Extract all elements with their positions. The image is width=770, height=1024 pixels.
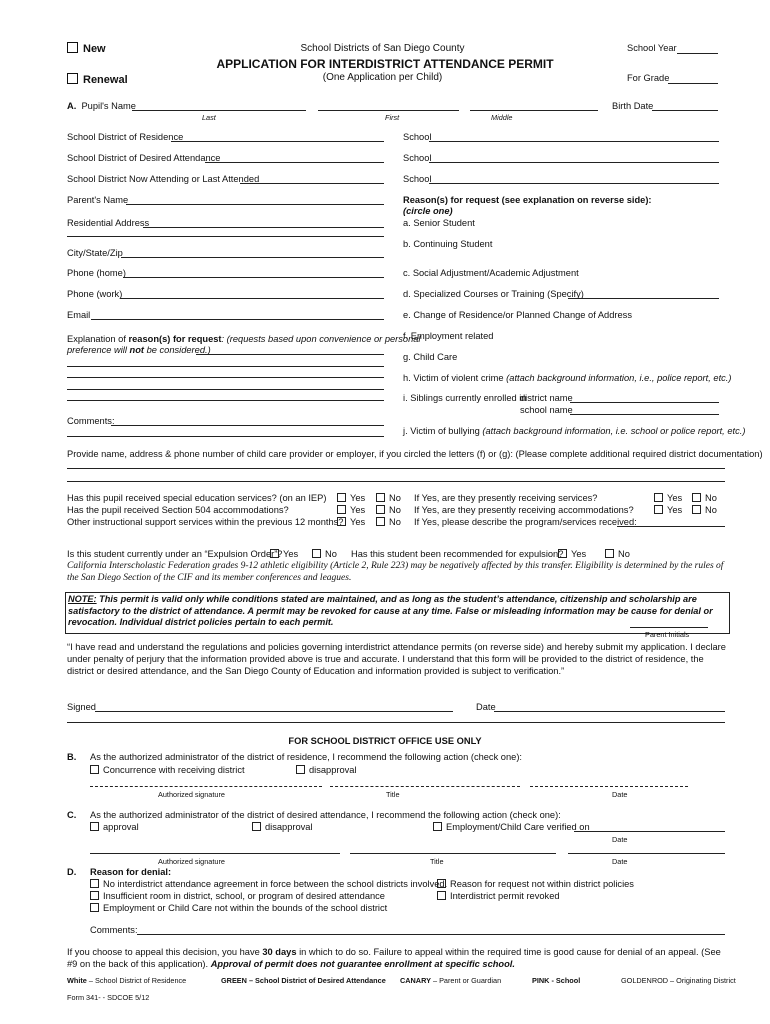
office-comments-field[interactable] <box>137 934 725 935</box>
for-grade-label: For Grade <box>627 73 670 83</box>
new-checkbox-row[interactable] <box>67 42 106 55</box>
pupil-name-label: A. Pupil's Name <box>67 101 136 111</box>
c-employment-verified-option[interactable]: Employment/Child Care verified on <box>433 822 590 832</box>
copy-goldenrod: GOLDENROD – Originating District <box>621 976 736 985</box>
appeal-text: If you choose to appeal this decision, you have 30 days in which to do so. Failure to appeal within the required time is good cause for denial of an appeal. (See #9 on the back of this application). Approval of permit does not guarantee enrollment at specific school. <box>67 947 721 969</box>
section-c-letter: C. <box>67 810 77 820</box>
d-insufficient-room-option[interactable]: Insufficient room in district, school, or program of desired attendance <box>90 891 385 901</box>
residential-address-label: Residential Address <box>67 218 150 228</box>
declaration-text: “I have read and understand the regulations and policies governing interdistrict attendance permits (on reverse side) and hereby submit my application. I declare under penalty of perjury that the information provided above is true and accurate. I understand that this form will be provided to the district of residence, the district or desired attendance, and the San Diego County of Education and information provided is subject to verification.” <box>67 642 726 676</box>
reason-h[interactable]: h. Victim of violent crime (attach background information, i.e., police report, etc.) <box>403 373 732 383</box>
parent-initials-field[interactable] <box>630 627 708 628</box>
checkbox[interactable] <box>558 549 567 558</box>
special-ed-question: Has this pupil received special education services? (on an IEP) <box>67 493 327 503</box>
explanation-line-1[interactable] <box>196 354 384 355</box>
checkbox[interactable] <box>270 549 279 558</box>
checkbox[interactable] <box>376 505 385 514</box>
birth-date-label: Birth Date <box>612 101 654 111</box>
middle-caption: Middle <box>491 113 513 122</box>
last-caption: Last <box>202 113 216 122</box>
special-ed-no[interactable]: No <box>376 493 401 503</box>
district-heading: School Districts of San Diego County <box>300 43 465 54</box>
checkbox[interactable] <box>692 505 701 514</box>
district-desired-field[interactable] <box>205 162 384 163</box>
b-concurrence-option[interactable]: Concurrence with receiving district <box>90 765 245 775</box>
b-signature-field[interactable] <box>90 786 322 787</box>
receiving-accommodations-question: If Yes, are they presently receiving accommodations? <box>414 505 634 515</box>
b-title-caption: Title <box>386 790 400 799</box>
c-date-caption: Date <box>612 857 628 866</box>
new-checkbox[interactable] <box>67 42 78 53</box>
c-title-field[interactable] <box>350 853 556 854</box>
checkbox[interactable] <box>312 549 321 558</box>
section-d-letter: D. <box>67 867 77 877</box>
checkbox[interactable] <box>337 517 346 526</box>
checkbox[interactable] <box>90 903 99 912</box>
receiving-services-no[interactable]: No <box>692 493 717 503</box>
copy-pink: PINK - School <box>532 976 581 985</box>
describe-program-question: If Yes, please describe the program/services received: <box>414 517 637 527</box>
checkbox[interactable] <box>376 493 385 502</box>
b-disapproval-option[interactable]: disapproval <box>296 765 357 775</box>
form-title: APPLICATION FOR INTERDISTRICT ATTENDANCE PERMIT <box>216 57 554 71</box>
note-text: NOTE: This permit is valid only while conditions stated are maintained, and as long as the student’s attendance, citizenship and scholarship are satisfactory to the district of attendance. A permit may be revoked for cause at any time. False or misleading information may be cause for denial or revocation. Individual district policies pertain to each permit. <box>68 594 713 628</box>
first-caption: First <box>385 113 400 122</box>
school-now-field[interactable] <box>429 183 719 184</box>
expulsion-recommended-question: Has this student been recommended for expulsion? <box>351 549 564 559</box>
residential-address-field[interactable] <box>143 227 384 228</box>
receiving-services-yes[interactable]: Yes <box>654 493 682 503</box>
reason-d[interactable]: d. Specialized Courses or Training (Specify) <box>403 289 584 299</box>
for-grade-field[interactable] <box>668 83 718 84</box>
parent-initials-label: Parent Initials <box>645 630 690 639</box>
checkbox[interactable] <box>90 879 99 888</box>
copy-canary: CANARY – Parent or Guardian <box>400 976 502 985</box>
office-comments-label: Comments: <box>90 925 138 935</box>
renewal-label: Renewal <box>83 74 128 86</box>
pupil-last-name-field[interactable] <box>132 110 306 111</box>
reason-g[interactable]: g. Child Care <box>403 352 458 362</box>
describe-program-field[interactable] <box>617 526 725 527</box>
provide-line-1[interactable] <box>67 468 725 469</box>
receiving-services-question: If Yes, are they presently receiving services? <box>414 493 598 503</box>
residential-address-line-2[interactable] <box>67 236 384 237</box>
expulsion-recommended-no[interactable]: No <box>605 549 630 559</box>
c-verified-date-caption: Date <box>612 835 628 844</box>
d-permit-revoked-option[interactable]: Interdistrict permit revoked <box>437 891 560 901</box>
checkbox[interactable] <box>90 765 99 774</box>
explanation-line-2[interactable] <box>67 366 384 367</box>
checkbox[interactable] <box>654 493 663 502</box>
checkbox[interactable] <box>654 505 663 514</box>
pupil-first-name-field[interactable] <box>318 110 459 111</box>
reasons-circle-one: (circle one) <box>403 206 453 216</box>
expulsion-recommended-yes[interactable]: Yes <box>558 549 586 559</box>
copy-white: White – School District of Residence <box>67 976 187 985</box>
cif-eligibility-note: California Interscholastic Federation grades 9-12 athletic eligibility (Article 2, Rule 223) may be negatively affected by this transfer. Eligibility is determined by the rules of the San Diego Section of the CIF and its member conferences and leagues. <box>67 561 724 583</box>
signed-date-label: Date <box>476 702 496 712</box>
provide-line-2[interactable] <box>67 481 725 482</box>
comments-field[interactable] <box>111 425 384 426</box>
expulsion-order-yes[interactable]: Yes <box>270 549 298 559</box>
office-use-title: FOR SCHOOL DISTRICT OFFICE USE ONLY <box>288 736 482 746</box>
section-504-yes[interactable]: Yes <box>337 505 365 515</box>
phone-work-label: Phone (work) <box>67 289 123 299</box>
school-residence-field[interactable] <box>429 141 719 142</box>
section-504-question: Has the pupil received Section 504 accommodations? <box>67 505 289 515</box>
signature-field[interactable] <box>95 711 453 712</box>
c-signature-caption: Authorized signature <box>158 857 225 866</box>
c-title-caption: Title <box>430 857 444 866</box>
school-now-label: School <box>403 174 432 184</box>
b-date-caption: Date <box>612 790 628 799</box>
checkbox[interactable] <box>252 822 261 831</box>
district-desired-label: School District of Desired Attendance <box>67 153 221 163</box>
reason-f[interactable]: f. Employment related <box>403 331 494 341</box>
section-504-no[interactable]: No <box>376 505 401 515</box>
checkbox[interactable] <box>433 822 442 831</box>
d-not-within-policies-option[interactable]: Reason for request not within district policies <box>437 879 634 889</box>
checkbox[interactable] <box>437 891 446 900</box>
d-employment-bounds-option[interactable]: Employment or Child Care not within the bounds of the school district <box>90 903 387 913</box>
reason-e[interactable]: e. Change of Residence/or Planned Change of Address <box>403 310 632 320</box>
district-now-field[interactable] <box>240 183 384 184</box>
other-support-yes[interactable]: Yes <box>337 517 365 527</box>
reason-b[interactable]: b. Continuing Student <box>403 239 493 249</box>
school-desired-field[interactable] <box>429 162 719 163</box>
parent-name-field[interactable] <box>126 204 384 205</box>
expulsion-order-question: Is this student currently under an “Expulsion Order”? <box>67 549 283 559</box>
other-support-no[interactable]: No <box>376 517 401 527</box>
checkbox[interactable] <box>337 505 346 514</box>
district-residence-label: School District of Residence <box>67 132 184 142</box>
c-date-field[interactable] <box>568 853 725 854</box>
checkbox[interactable] <box>90 891 99 900</box>
checkbox[interactable] <box>692 493 701 502</box>
renewal-checkbox[interactable] <box>67 73 78 84</box>
form-number: Form 341- - SDCOE 5/12 <box>67 993 150 1002</box>
c-disapproval-option[interactable]: disapproval <box>252 822 313 832</box>
reason-j[interactable]: j. Victim of bullying (attach background information, i.e. school or police report, etc.) <box>403 426 746 436</box>
b-title-field[interactable] <box>330 786 520 787</box>
divider <box>67 722 725 723</box>
copy-green: GREEN – School District of Desired Attendance <box>221 976 386 985</box>
form-subtitle: (One Application per Child) <box>322 72 443 83</box>
section-d-title: Reason for denial: <box>90 867 172 877</box>
reason-i[interactable]: i. Siblings currently enrolled in <box>403 393 527 403</box>
checkbox[interactable] <box>437 879 446 888</box>
comments-label: Comments: <box>67 416 115 426</box>
city-state-zip-field[interactable] <box>121 257 384 258</box>
c-verified-date-field[interactable] <box>574 831 725 832</box>
phone-home-field[interactable] <box>123 277 384 278</box>
receiving-accommodations-no[interactable]: No <box>692 505 717 515</box>
sibling-school-name-label: school name <box>520 405 573 415</box>
phone-work-field[interactable] <box>120 298 384 299</box>
checkbox[interactable] <box>90 822 99 831</box>
checkbox[interactable] <box>337 493 346 502</box>
renewal-checkbox-row[interactable] <box>67 73 128 86</box>
birth-date-field[interactable] <box>652 110 718 111</box>
explanation-line-3[interactable] <box>67 377 384 378</box>
section-b-letter: B. <box>67 752 77 762</box>
signed-label: Signed <box>67 702 96 712</box>
school-residence-label: School <box>403 132 432 142</box>
new-label: New <box>83 43 106 55</box>
explanation-line-5[interactable] <box>67 400 384 401</box>
explanation-line-4[interactable] <box>67 389 384 390</box>
reason-a[interactable]: a. Senior Student <box>403 218 475 228</box>
district-residence-field[interactable] <box>171 141 384 142</box>
checkbox[interactable] <box>376 517 385 526</box>
school-year-field[interactable] <box>677 53 718 54</box>
special-ed-yes[interactable]: Yes <box>337 493 365 503</box>
provide-instructions: Provide name, address & phone number of child care provider or employer, if you circled the letters (f) or (g): (Please complete additional required district documentation) <box>67 449 763 459</box>
checkbox[interactable] <box>605 549 614 558</box>
c-approval-option[interactable]: approval <box>90 822 139 832</box>
section-b-text: As the authorized administrator of the district of residence, I recommend the following action (check one): <box>90 752 523 762</box>
email-label: Email <box>67 310 91 320</box>
sibling-school-name-field[interactable] <box>570 414 719 415</box>
school-desired-label: School <box>403 153 432 163</box>
reason-c[interactable]: c. Social Adjustment/Academic Adjustment <box>403 268 579 278</box>
b-signature-caption: Authorized signature <box>158 790 225 799</box>
district-now-label: School District Now Attending or Last Attended <box>67 174 260 184</box>
explanation-label: Explanation of reason(s) for request: (requests based upon convenience or personal <box>67 334 421 344</box>
reasons-title: Reason(s) for request (see explanation on reverse side): <box>403 195 652 205</box>
signed-date-field[interactable] <box>494 711 725 712</box>
pupil-middle-name-field[interactable] <box>470 110 598 111</box>
d-no-agreement-option[interactable]: No interdistrict attendance agreement in force between the school districts involved. <box>90 879 447 889</box>
expulsion-order-no[interactable]: No <box>312 549 337 559</box>
explanation-note: preference will not be considered.) <box>67 345 211 355</box>
comments-line-2[interactable] <box>67 436 384 437</box>
section-c-text: As the authorized administrator of the district of desired attendance, I recommend the following action (check one): <box>90 810 561 820</box>
school-year-label: School Year <box>627 43 677 53</box>
email-field[interactable] <box>91 319 384 320</box>
b-date-field[interactable] <box>530 786 688 787</box>
checkbox[interactable] <box>296 765 305 774</box>
city-state-zip-label: City/State/Zip <box>67 248 123 258</box>
sibling-district-name-field[interactable] <box>570 402 719 403</box>
c-signature-field[interactable] <box>90 853 340 854</box>
phone-home-label: Phone (home) <box>67 268 126 278</box>
reason-d-specify-field[interactable] <box>568 298 719 299</box>
parent-name-label: Parent's Name <box>67 195 129 205</box>
receiving-accommodations-yes[interactable]: Yes <box>654 505 682 515</box>
other-support-question: Other instructional support services within the previous 12 months? <box>67 517 344 527</box>
sibling-district-name-label: district name <box>520 393 573 403</box>
